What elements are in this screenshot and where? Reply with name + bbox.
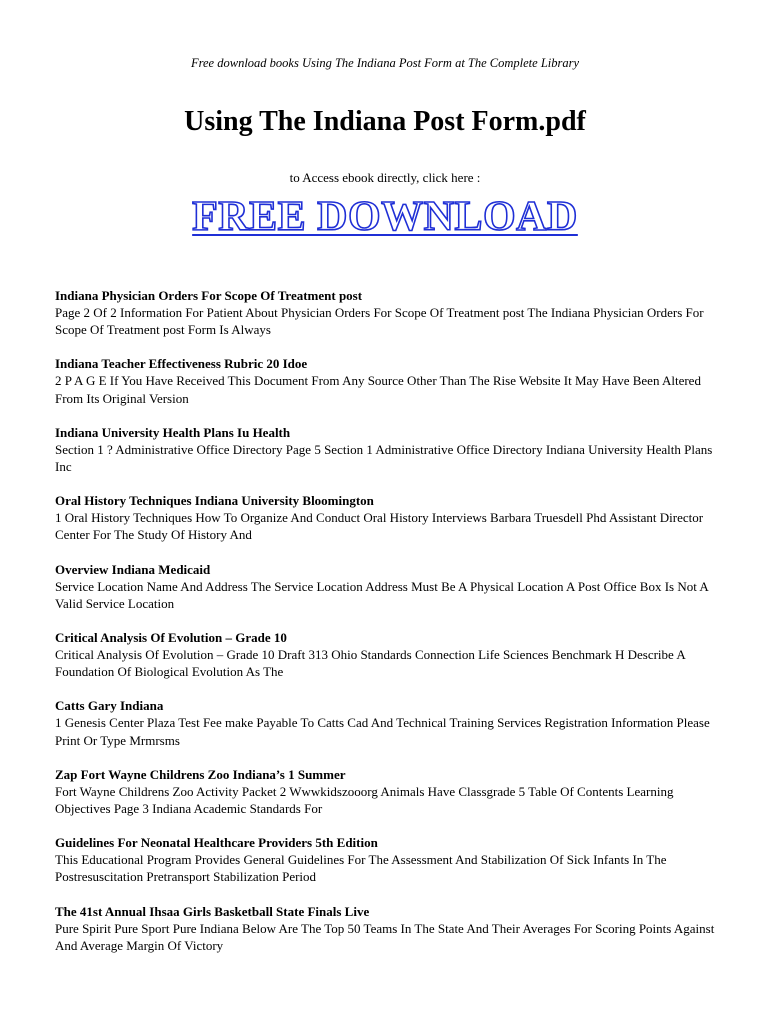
- entry-description: Section 1 ? Administrative Office Directory Page 5 Section 1 Administrative Office Directory Indiana University Health Plans Inc: [55, 441, 713, 475]
- document-title: Using The Indiana Post Form.pdf: [184, 106, 586, 137]
- entry-description: Page 2 Of 2 Information For Patient About Physician Orders For Scope Of Treatment post The Indiana Physician Orders For Scope Of Treatment post Form Is Always: [55, 305, 704, 338]
- list-item: [55, 834, 720, 885]
- entry-description: 1 Genesis Center Plaza Test Fee make Payable To Catts Cad And Technical Training Services Registration Information Please Print Or Type Mrmrsms: [55, 715, 710, 748]
- entry-description: Fort Wayne Childrens Zoo Activity Packet 2 Wwwkidszooorg Animals Have Classgrade 5 Table Of Contents Learning Objectives Page 3 Indiana Academic Standards For: [55, 783, 674, 817]
- entry-title: Catts Gary Indiana: [55, 698, 164, 714]
- entry-list: [55, 287, 720, 971]
- list-item: [55, 355, 720, 406]
- entry-title: Critical Analysis Of Evolution – Grade 10: [55, 630, 287, 646]
- list-item: [55, 629, 720, 680]
- entry-title: Guidelines For Neonatal Healthcare Providers 5th Edition: [55, 835, 378, 851]
- entry-title: Indiana Physician Orders For Scope Of Treatment post: [55, 288, 363, 303]
- entry-title: Oral History Techniques Indiana University Bloomington: [55, 493, 374, 509]
- list-item: [55, 697, 720, 748]
- entry-description: 2 P A G E If You Have Received This Document From Any Source Other Than The Rise Website It May Have Been Altered From Its Original Version: [55, 373, 701, 406]
- entry-description: Pure Spirit Pure Sport Pure Indiana Below Are The Top 50 Teams In The State And Their Averages For Scoring Points Against And Average Margin Of Victory: [55, 920, 715, 953]
- list-item: [55, 424, 720, 475]
- list-item: [55, 903, 720, 954]
- header-tagline: Free download books Using The Indiana Post Form at The Complete Library: [190, 56, 580, 70]
- entry-title: The 41st Annual Ihsaa Girls Basketball State Finals Live: [55, 903, 370, 919]
- entry-description: This Educational Program Provides General Guidelines For The Assessment And Stabilization Of Sick Infants In The Postresuscitation Pretransport Stabilization Period: [55, 852, 667, 885]
- entry-description: Critical Analysis Of Evolution – Grade 10 Draft 313 Ohio Standards Connection Life Sciences Benchmark H Describe A Foundation Of Biological Evolution As The: [55, 647, 685, 680]
- list-item: [55, 492, 720, 543]
- entry-title: Overview Indiana Medicaid: [55, 561, 211, 577]
- entry-description: 1 Oral History Techniques How To Organize And Conduct Oral History Interviews Barbara Truesdell Phd Assistant Director Center For The Study Of History And: [55, 510, 704, 543]
- list-item: [55, 561, 720, 612]
- entry-description: Service Location Name And Address The Service Location Address Must Be A Physical Location A Post Office Box Is Not A Valid Service Location: [55, 578, 709, 611]
- download-link-container: [0, 193, 770, 241]
- entry-title: Indiana Teacher Effectiveness Rubric 20 Idoe: [55, 356, 308, 372]
- access-instruction: to Access ebook directly, click here :: [289, 170, 481, 185]
- entry-title: Indiana University Health Plans Iu Health: [55, 424, 291, 440]
- free-download-link[interactable]: FREE DOWNLOAD: [192, 194, 578, 240]
- list-item: [55, 766, 720, 817]
- list-item: [55, 287, 720, 338]
- entry-title: Zap Fort Wayne Childrens Zoo Indiana’s 1 Summer: [55, 766, 346, 782]
